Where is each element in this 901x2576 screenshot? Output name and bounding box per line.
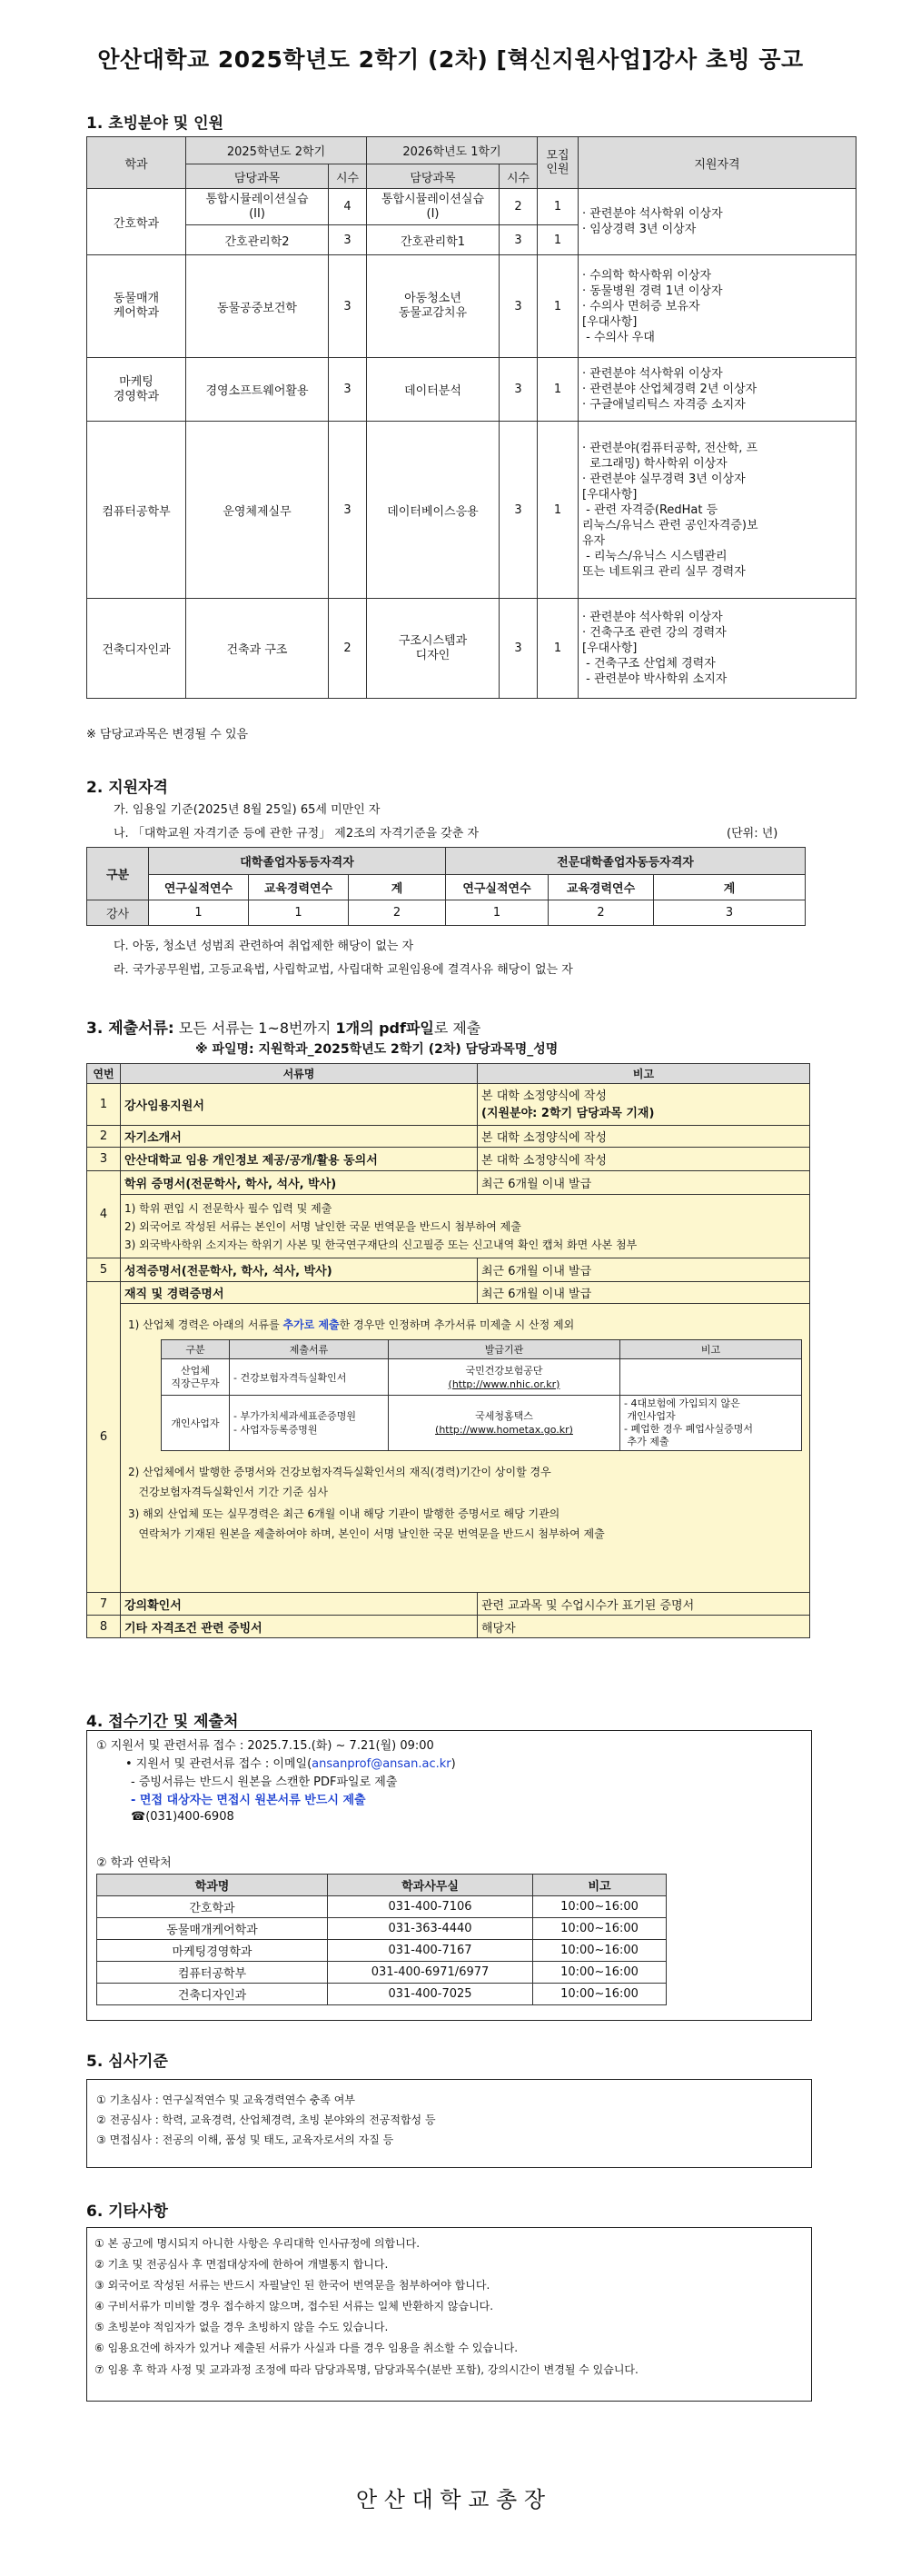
dept-cell: 동물매개 케어학과 <box>87 255 186 358</box>
th-edu: 교육경력연수 <box>549 875 654 900</box>
email-suffix: ) <box>450 1757 456 1771</box>
course-cell: 동물공중보건학 <box>186 255 329 358</box>
course-cell: 건축과 구조 <box>186 599 329 699</box>
doc-note <box>478 1084 810 1126</box>
unit-label: (단위: 년) <box>727 827 778 840</box>
qual-c: 다. 아동, 청소년 성범죄 관련하여 취업제한 해당이 없는 자 <box>114 940 414 953</box>
val-cell: 3 <box>654 900 806 926</box>
lead-bold: 1개의 pdf파일 <box>335 1019 434 1037</box>
lead-tail: 로 제출 <box>433 1019 481 1037</box>
dept-cell: 건축디자인과 <box>87 599 186 699</box>
qual-cell: · 수의학 학사학위 이상자 · 동물병원 경력 1년 이상자 · 수의사 면허증 보유자 [우대사항] - 수의사 우대 <box>579 255 856 358</box>
contact-cell: 031-400-7106 <box>328 1896 533 1918</box>
detail-line: 3) 해외 산업체 또는 실무경력은 최근 6개월 이내 해당 기관이 발행한 증명서로 해당 기관의 연락처가 기재된 원본을 제출하여야 하며, 본인이 서명 날인한 국문 번역문을 반드시 첨부하여 제출 <box>128 1507 605 1540</box>
submission-box <box>86 1730 812 2021</box>
hours-cell: 3 <box>500 599 538 699</box>
detail-text: 한 경우만 인정하며 추가서류 미제출 시 산정 제외 <box>339 1318 575 1331</box>
inner-cell: 산업체 직장근무자 <box>162 1359 230 1396</box>
interview-note: - 면접 대상자는 면접시 원본서류 반드시 제출 <box>131 1794 366 1807</box>
doc-name: 자기소개서 <box>121 1126 478 1148</box>
doc-note: 관련 교과목 및 수업시수가 표기된 증명서 <box>478 1593 810 1616</box>
doc-name: 안산대학교 임용 개인정보 제공/공개/활용 동의서 <box>121 1148 478 1171</box>
file-name-rule: ※ 파일명: 지원학과_2025학년도 2학기 (2차) 담당과목명_성명 <box>195 1042 559 1057</box>
contacts-table <box>96 1874 667 2005</box>
doc-no: 4 <box>87 1171 121 1258</box>
doc-no: 3 <box>87 1148 121 1171</box>
recruit-note: ※ 담당교과목은 변경될 수 있음 <box>86 728 249 741</box>
contact-cell: 10:00~16:00 <box>533 1918 667 1940</box>
contact-cell: 10:00~16:00 <box>533 1984 667 2005</box>
qual-cell: · 관련분야 석사학위 이상자 · 건축구조 관련 강의 경력자 [우대사항] - 건축구조 산업체 경력자 - 관련분야 박사학위 소지자 <box>579 599 856 699</box>
doc-note: 해당자 <box>478 1616 810 1638</box>
contacts-heading: ② 학과 연락처 <box>96 1856 172 1870</box>
recruit-table <box>86 136 856 699</box>
th-count: 모집 인원 <box>538 137 579 189</box>
issuer-url: (http://www.nhic.or.kr) <box>448 1378 560 1390</box>
course-cell: 운영체제실무 <box>186 422 329 599</box>
qual-a: 가. 임용일 기준(2025년 8월 25일) 65세 미만인 자 <box>114 803 381 817</box>
th-qual: 지원자격 <box>579 137 856 189</box>
th-sum: 계 <box>654 875 806 900</box>
th-type: 구분 <box>87 848 149 900</box>
th-sum: 계 <box>349 875 446 900</box>
doc-name: 강사임용지원서 <box>121 1084 478 1126</box>
doc-detail <box>121 1304 810 1593</box>
count-cell: 1 <box>538 189 579 225</box>
doc-note: 최근 6개월 이내 발급 <box>478 1258 810 1282</box>
doc-name: 재직 및 경력증명서 <box>121 1282 478 1304</box>
doc-name: 학위 증명서(전문학사, 학사, 석사, 박사) <box>121 1171 478 1195</box>
inner-cell: - 부가가치세과세표준증명원 - 사업자등록증명원 <box>230 1396 389 1451</box>
hours-cell: 3 <box>329 422 367 599</box>
doc-name: 강의확인서 <box>121 1593 478 1616</box>
pdf-note: - 증빙서류는 반드시 원본을 스캔한 PDF파일로 제출 <box>131 1775 398 1789</box>
detail-line: 2) 산업체에서 발행한 증명서와 건강보험자격득실확인서의 재직(경력)기간이 상이할 경우 건강보험자격득실확인서 기간 기준 심사 <box>128 1466 551 1498</box>
detail-text: 1) 산업체 경력은 아래의 서류를 <box>128 1318 283 1331</box>
inner-th: 제출서류 <box>230 1340 389 1359</box>
section-4-heading: 4. 접수기간 및 제출처 <box>86 1713 239 1731</box>
detail-line: 3) 외국박사학위 소지자는 학위기 사본 및 한국연구재단의 신고필증 또는 신고내역 확인 캡처 화면 사본 첨부 <box>124 1238 638 1251</box>
review-box <box>86 2079 812 2168</box>
inner-cell: 개인사업자 <box>162 1396 230 1451</box>
doc-note: 최근 6개월 이내 발급 <box>478 1282 810 1304</box>
contact-cell: 10:00~16:00 <box>533 1896 667 1918</box>
email-prefix: • 지원서 및 관련서류 접수 : 이메일( <box>125 1757 312 1771</box>
issuer-name: 국세청홈택스 <box>475 1410 533 1422</box>
th-sem1: 2025학년도 2학기 <box>186 137 367 164</box>
val-cell: 2 <box>349 900 446 926</box>
hours-cell: 3 <box>500 358 538 422</box>
th-sem2: 2026학년도 1학기 <box>367 137 538 164</box>
count-cell: 1 <box>538 225 579 255</box>
course-cell: 데이터분석 <box>367 358 500 422</box>
th-no: 연번 <box>87 1064 121 1084</box>
hours-cell: 3 <box>329 225 367 255</box>
val-cell: 2 <box>549 900 654 926</box>
detail-line: 2) 외국어로 작성된 서류는 본인이 서명 날인한 국문 번역문을 반드시 첨부하여 제출 <box>124 1219 521 1233</box>
th-hours-1: 시수 <box>329 164 367 189</box>
hours-cell: 3 <box>329 255 367 358</box>
detail-line <box>128 1317 802 1332</box>
contact-cell: 컴퓨터공학부 <box>97 1962 328 1984</box>
doc-no: 7 <box>87 1593 121 1616</box>
doc-name: 기타 자격조건 관련 증빙서 <box>121 1616 478 1638</box>
review-item: ① 기초심사 : 연구실적연수 및 교육경력연수 충족 여부 <box>96 2094 355 2106</box>
qual-d: 라. 국가공무원법, 고등교육법, 사립학교법, 사립대학 교원임용에 결격사유 해당이 없는 자 <box>114 963 573 977</box>
phone-line: ☎(031)400-6908 <box>131 1810 234 1824</box>
contact-cell: 마케팅경영학과 <box>97 1940 328 1962</box>
contact-cell: 10:00~16:00 <box>533 1962 667 1984</box>
detail-line: 1) 학위 편입 시 전문학사 필수 입력 및 제출 <box>124 1201 332 1215</box>
doc-detail <box>121 1195 810 1258</box>
doc-no: 1 <box>87 1084 121 1126</box>
qual-b: 나. 「대학교원 자격기준 등에 관한 규정」 제2조의 자격기준을 갖춘 자 <box>114 827 480 840</box>
doc-name: 성적증명서(전문학사, 학사, 석사, 박사) <box>121 1258 478 1282</box>
dept-cell: 컴퓨터공학부 <box>87 422 186 599</box>
email-link[interactable]: ansanprof@ansan.ac.kr <box>312 1757 451 1771</box>
section-3-heading-row <box>86 1015 480 1038</box>
qual-cell: · 관련분야(컴퓨터공학, 전산학, 프 로그래밍) 학사학위 이상자 · 관련분야 실무경력 3년 이상자 [우대사항] - 관련 자격증(RedHat 등 리눅스/유닉스 관련 공인자격증)보 유자 - 리눅스/유닉스 시스템관리 또는 네트워크 관리 실무 경력자 <box>579 422 856 599</box>
doc-no: 8 <box>87 1616 121 1638</box>
contact-cell: 031-400-7167 <box>328 1940 533 1962</box>
contact-cell: 031-400-7025 <box>328 1984 533 2005</box>
th-course-1: 담당과목 <box>186 164 329 189</box>
review-item: ③ 면접심사 : 전공의 이해, 품성 및 태도, 교육자로서의 자질 등 <box>96 2133 394 2146</box>
course-cell: 데이터베이스응용 <box>367 422 500 599</box>
course-cell: 구조시스템과 디자인 <box>367 599 500 699</box>
th-office: 학과사무실 <box>328 1875 533 1896</box>
hours-cell: 2 <box>329 599 367 699</box>
section-1-heading: 1. 초빙분야 및 인원 <box>86 114 223 133</box>
val-cell: 1 <box>446 900 549 926</box>
th-coll: 전문대학졸업자동등자격자 <box>446 848 806 875</box>
hours-cell: 3 <box>500 422 538 599</box>
hours-cell: 3 <box>500 255 538 358</box>
qual-cell: · 관련분야 석사학위 이상자 · 임상경력 3년 이상자 <box>579 189 856 255</box>
th-note: 비고 <box>478 1064 810 1084</box>
dept-cell: 간호학과 <box>87 189 186 255</box>
doc-note: 최근 6개월 이내 발급 <box>478 1171 810 1195</box>
section-3-heading: 3. 제출서류: <box>86 1019 174 1038</box>
inner-cell <box>389 1359 620 1396</box>
doc-note-line: (지원분야: 2학기 담당과목 기재) <box>481 1106 655 1120</box>
row-label: 강사 <box>87 900 149 926</box>
period-line: ① 지원서 및 관련서류 접수 : 2025.7.15.(화) ~ 7.21(월) 09:00 <box>96 1739 434 1753</box>
course-cell: 아동청소년 동물교감치유 <box>367 255 500 358</box>
misc-item: ② 기초 및 전공심사 후 면접대상자에 한하여 개별통지 합니다. <box>94 2258 389 2271</box>
inner-th: 비고 <box>620 1340 802 1359</box>
th-remark: 비고 <box>533 1875 667 1896</box>
th-univ: 대학졸업자동등자격자 <box>149 848 446 875</box>
th-dept-name: 학과명 <box>97 1875 328 1896</box>
doc-note-line: 본 대학 소정양식에 작성 <box>481 1089 607 1103</box>
contact-cell: 10:00~16:00 <box>533 1940 667 1962</box>
inner-th: 발급기관 <box>389 1340 620 1359</box>
count-cell: 1 <box>538 358 579 422</box>
misc-box <box>86 2227 812 2402</box>
doc-note: 본 대학 소정양식에 작성 <box>478 1148 810 1171</box>
qual-table <box>86 847 806 926</box>
th-res: 연구실적연수 <box>149 875 249 900</box>
misc-item: ① 본 공고에 명시되지 아니한 사항은 우리대학 인사규정에 의합니다. <box>94 2237 421 2250</box>
section-2-heading: 2. 지원자격 <box>86 779 168 797</box>
th-course-2: 담당과목 <box>367 164 500 189</box>
industry-docs-table <box>161 1339 802 1451</box>
hours-cell: 3 <box>329 358 367 422</box>
th-dept: 학과 <box>87 137 186 189</box>
course-cell: 경영소프트웨어활용 <box>186 358 329 422</box>
course-cell: 통합시뮬레이션실습 (II) <box>186 189 329 225</box>
issuer-url: (http://www.hometax.go.kr) <box>435 1424 573 1436</box>
misc-item: ⑥ 임용요건에 하자가 있거나 제출된 서류가 사실과 다를 경우 임용을 취소할 수 있습니다. <box>94 2342 519 2354</box>
hours-cell: 2 <box>500 189 538 225</box>
detail-emph: 추가로 제출 <box>282 1318 340 1331</box>
course-cell: 통합시뮬레이션실습 (I) <box>367 189 500 225</box>
contact-cell: 간호학과 <box>97 1896 328 1918</box>
course-cell: 간호관리학2 <box>186 225 329 255</box>
contact-cell: 031-363-4440 <box>328 1918 533 1940</box>
inner-cell: - 건강보험자격득실확인서 <box>230 1359 389 1396</box>
lead-text: 모든 서류는 1~8번까지 <box>178 1019 332 1037</box>
th-hours-2: 시수 <box>500 164 538 189</box>
review-item: ② 전공심사 : 학력, 교육경력, 산업체경력, 초빙 분야와의 전공적합성 등 <box>96 2114 436 2126</box>
inner-cell <box>620 1359 802 1396</box>
contact-cell: 건축디자인과 <box>97 1984 328 2005</box>
course-cell: 간호관리학1 <box>367 225 500 255</box>
qual-cell: · 관련분야 석사학위 이상자 · 관련분야 산업체경력 2년 이상자 · 구글애널리틱스 자격증 소지자 <box>579 358 856 422</box>
doc-no: 2 <box>87 1126 121 1148</box>
th-res: 연구실적연수 <box>446 875 549 900</box>
page-title: 안산대학교 2025학년도 2학기 (2차) [혁신지원사업]강사 초빙 공고 <box>97 46 804 73</box>
th-doc: 서류명 <box>121 1064 478 1084</box>
doc-no: 6 <box>87 1282 121 1593</box>
val-cell: 1 <box>249 900 349 926</box>
docs-table <box>86 1063 810 1638</box>
th-edu: 교육경력연수 <box>249 875 349 900</box>
email-line <box>125 1754 456 1771</box>
doc-note: 본 대학 소정양식에 작성 <box>478 1126 810 1148</box>
misc-item: ⑦ 임용 후 학과 사정 및 교과과정 조정에 따라 담당과목명, 담당과목수(분반 포함), 강의시간이 변경될 수 있습니다. <box>94 2363 639 2376</box>
misc-item: ⑤ 초빙분야 적임자가 없을 경우 초빙하지 않을 수도 있습니다. <box>94 2321 389 2333</box>
inner-cell: - 4대보험에 가입되지 않은 개인사업자 - 폐업한 경우 폐업사실증명서 추가 제출 <box>620 1396 802 1451</box>
section-6-heading: 6. 기타사항 <box>86 2203 168 2221</box>
contact-cell: 031-400-6971/6977 <box>328 1962 533 1984</box>
inner-th: 구분 <box>162 1340 230 1359</box>
count-cell: 1 <box>538 255 579 358</box>
count-cell: 1 <box>538 422 579 599</box>
dept-cell: 마케팅 경영학과 <box>87 358 186 422</box>
hours-cell: 3 <box>500 225 538 255</box>
misc-item: ③ 외국어로 작성된 서류는 반드시 자필날인 된 한국어 번역문을 첨부하여야 합니다. <box>94 2279 490 2292</box>
contact-cell: 동물매개케어학과 <box>97 1918 328 1940</box>
section-5-heading: 5. 심사기준 <box>86 2053 168 2071</box>
issuer-name: 국민건강보험공단 <box>465 1364 543 1377</box>
hours-cell: 4 <box>329 189 367 225</box>
doc-no: 5 <box>87 1258 121 1282</box>
misc-item: ④ 구비서류가 미비할 경우 접수하지 않으며, 접수된 서류는 일체 반환하지 않습니다. <box>94 2300 494 2312</box>
footer-signature: 안 산 대 학 교 총 장 <box>355 2487 546 2512</box>
count-cell: 1 <box>538 599 579 699</box>
inner-cell <box>389 1396 620 1451</box>
val-cell: 1 <box>149 900 249 926</box>
